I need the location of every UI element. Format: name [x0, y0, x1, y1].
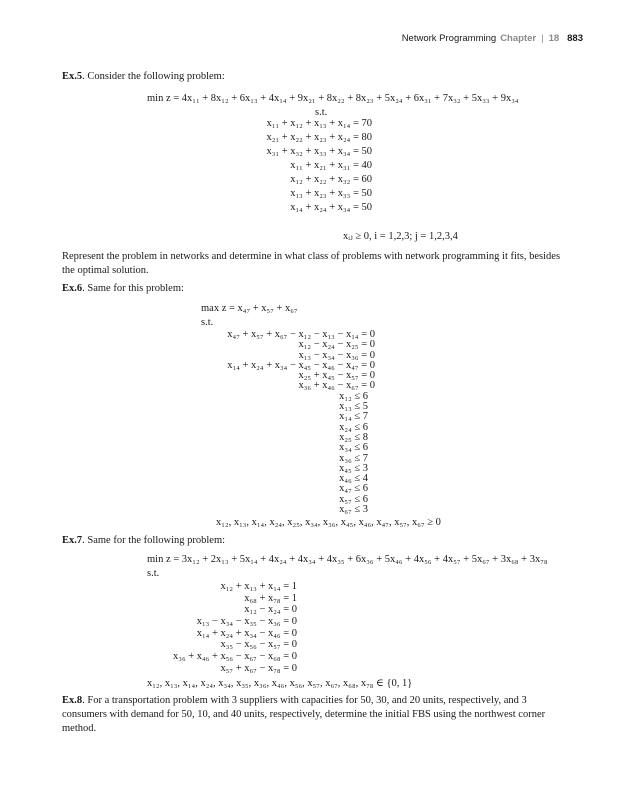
exercise-label: Ex.8	[62, 695, 83, 706]
constraint: x₁₄ ≤ 7	[339, 411, 368, 423]
exercise-intro: . Consider the following problem:	[82, 71, 225, 82]
constraint: x₁₃ + x₂₃ + x₃₃ = 50	[290, 188, 372, 199]
constraint: x₁₃ − x₃₄ − x₃₅ − x₃₆ = 0	[196, 616, 297, 628]
constraint: x₅₇ ≤ 6	[339, 493, 368, 505]
constraint: x₁₂ ≤ 6	[339, 390, 368, 402]
constraint: x₁₂ + x₁₃ + x₁₄ = 1	[220, 581, 297, 592]
constraint: x₃₆ ≤ 7	[339, 452, 368, 464]
ex7-constraints	[173, 581, 297, 675]
constraint: x₄₇ + x₅₇ + x₆₇ − x₁₂ − x₁₃ − x₁₄ = 0	[227, 329, 375, 340]
chapter-number: 18	[548, 33, 560, 44]
constraint: x₄₇ ≤ 6	[339, 483, 368, 495]
ex6-constraints	[227, 330, 375, 515]
exercise-intro: . Same for the following problem:	[82, 535, 226, 546]
constraint: x₃₅ − x₅₆ − x₅₇ = 0	[220, 639, 297, 651]
exercise-8	[62, 694, 567, 736]
constraint: x₁₄ + x₂₄ + x₃₄ = 50	[290, 202, 372, 213]
constraint: x₄₆ ≤ 4	[339, 473, 368, 485]
constraint: x₆₈ + x₇₈ = 1	[244, 592, 297, 604]
ex5-constraints	[267, 117, 372, 215]
constraint: x₁₃ ≤ 5	[339, 401, 368, 413]
ex5-st: s.t.	[315, 107, 328, 118]
constraint: x₁₂ − x₂₄ = 0	[244, 604, 297, 616]
section-title: Network Programming	[401, 33, 497, 44]
constraint: x₂₅ ≤ 8	[339, 431, 368, 443]
constraint: x₁₂ − x₂₄ − x₂₅ = 0	[298, 339, 375, 351]
exercise-label: Ex.5	[62, 71, 83, 82]
exercise-intro: . Same for this problem:	[82, 283, 184, 294]
constraint: x₁₄ + x₂₄ + x₃₄ − x₄₅ − x₄₆ − x₄₇ = 0	[227, 359, 375, 371]
ex7-st: s.t.	[147, 568, 160, 579]
exercise-7-heading	[62, 535, 225, 546]
header-divider: |	[541, 33, 544, 44]
constraint: x₁₂ + x₂₂ + x₃₂ = 60	[290, 174, 372, 185]
constraint: x₅₇ + x₆₇ − x₇₈ = 0	[220, 662, 297, 674]
constraint: x₆₇ ≤ 3	[339, 504, 368, 516]
ex7-domain: x₁₂, x₁₃, x₁₄, x₂₄, x₃₄, x₃₅, x₃₆, x₄₆, x₅₆, x₅₇, x₆₇, x₆₈, x₇₈ ∈ {0, 1}	[147, 678, 413, 689]
constraint: x₃₆ + x₄₆ − x₆₇ = 0	[298, 380, 375, 392]
constraint: x₁₃ − x₃₄ − x₃₆ = 0	[298, 349, 375, 361]
constraint: x₃₆ + x₄₆ + x₅₆ − x₆₇ − x₆₈ = 0	[173, 651, 297, 663]
constraint: x₄₅ ≤ 3	[339, 462, 368, 474]
exercise-6-heading	[62, 283, 184, 294]
running-header	[402, 33, 583, 44]
constraint: x₂₄ ≤ 6	[339, 421, 368, 433]
ex7-objective: min z = 3x₁₂ + 2x₁₃ + 5x₁₄ + 4x₂₄ + 4x₃₄ + 4x₃₅ + 6x₃₆ + 5x₄₆ + 4x₅₆ + 4x₅₇ + 5x₆₇ + 3x₆₈ + 3x₇₈	[147, 554, 548, 565]
constraint: x₁₁ + x₁₂ + x₁₃ + x₁₄ = 70	[266, 118, 372, 129]
constraint: x₂₅ + x₄₅ − x₅₇ = 0	[298, 370, 375, 382]
exercise-label: Ex.6	[62, 283, 83, 294]
page-number: 883	[567, 33, 583, 44]
ex5-objective: min z = 4x₁₁ + 8x₁₂ + 6x₁₃ + 4x₁₄ + 9x₂₁ + 8x₂₂ + 8x₂₃ + 5x₂₄ + 6x₃₁ + 7x₃₂ + 5x₃₃ + 9x₃₄	[147, 93, 519, 104]
ex5-question: Represent the problem in networks and determine in what class of problems with network programming it fits, besides the optimal solution.	[62, 251, 561, 276]
ex6-st: s.t.	[201, 317, 214, 328]
ex6-domain: x₁₂, x₁₃, x₁₄, x₂₄, x₂₅, x₃₄, x₃₆, x₄₅, x₄₆, x₄₇, x₅₇, x₆₇ ≥ 0	[216, 517, 441, 528]
constraint: x₁₄ + x₂₄ + x₃₄ − x₄₆ = 0	[196, 627, 297, 639]
exercise-text: . For a transportation problem with 3 suppliers with capacities for 50, 30, and 20 units, respectively, and 3 consumers with demand for 50, 10, and 40 units, respectively, determine the initial FBS using the northwest corner method.	[62, 695, 546, 734]
constraint: x₁₁ + x₂₁ + x₃₁ = 40	[290, 160, 372, 171]
constraint: x₃₄ ≤ 6	[339, 442, 368, 454]
constraint: x₃₁ + x₃₂ + x₃₃ + x₃₄ = 50	[266, 146, 372, 157]
chapter-label: Chapter	[500, 33, 537, 44]
constraint: x₂₁ + x₂₂ + x₂₃ + x₂₄ = 80	[266, 132, 372, 143]
exercise-5-heading	[62, 71, 225, 82]
exercise-label: Ex.7	[62, 535, 83, 546]
ex6-objective: max z = x₄₇ + x₅₇ + x₆₇	[201, 303, 298, 314]
ex5-domain: xᵢⱼ ≥ 0, i = 1,2,3; j = 1,2,3,4	[343, 231, 458, 242]
